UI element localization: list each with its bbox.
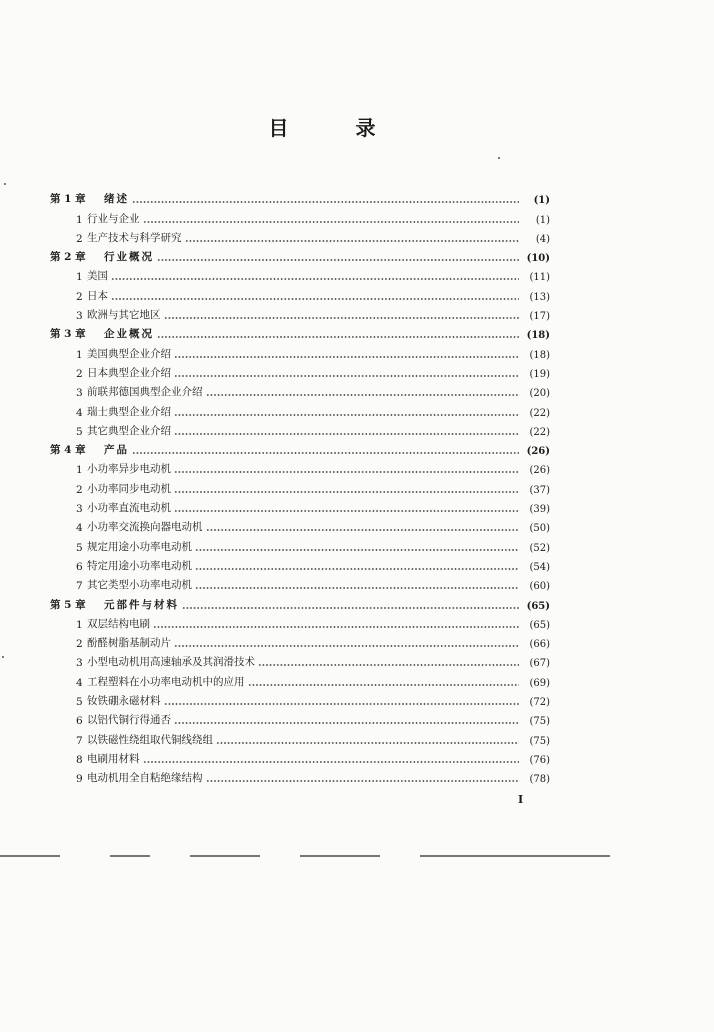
section-title: 行业与企业 bbox=[87, 212, 140, 225]
page-number: (37) bbox=[529, 484, 550, 496]
toc-section-entry bbox=[50, 399, 550, 418]
dot-leader bbox=[111, 278, 519, 280]
page-number: (60) bbox=[529, 581, 550, 593]
dot-leader bbox=[164, 703, 520, 705]
page-number: (19) bbox=[529, 368, 550, 380]
section-title: 工程塑料在小功率电动机中的应用 bbox=[87, 675, 245, 688]
dot-leader bbox=[195, 568, 519, 570]
page-number: (20) bbox=[529, 388, 550, 400]
dot-leader bbox=[258, 664, 519, 666]
page-number: (75) bbox=[529, 735, 550, 747]
section-number: 1 bbox=[76, 464, 83, 477]
section-number: 7 bbox=[76, 580, 83, 593]
page-number: (22) bbox=[529, 426, 550, 438]
section-title: 以铁磁性绕组取代铜线绕组 bbox=[87, 733, 213, 746]
chapter-title: 行业概况 bbox=[104, 251, 154, 264]
page-number: (10) bbox=[526, 253, 550, 265]
chapter-number: 第 1 章 bbox=[50, 193, 86, 206]
dot-leader bbox=[174, 645, 519, 647]
page-number: (1) bbox=[535, 214, 550, 226]
page-number: (11) bbox=[529, 272, 550, 284]
section-title: 以铝代铜行得通否 bbox=[87, 714, 171, 727]
dot-leader bbox=[132, 201, 519, 203]
dot-leader bbox=[206, 780, 520, 782]
section-title: 欧洲与其它地区 bbox=[87, 309, 161, 322]
dot-leader bbox=[174, 471, 519, 473]
toc-section-entry bbox=[50, 669, 550, 688]
section-title: 规定用途小功率电动机 bbox=[87, 540, 192, 553]
page-number: (39) bbox=[529, 504, 550, 516]
section-title: 小功率直流电动机 bbox=[87, 502, 171, 515]
dot-leader bbox=[174, 356, 519, 358]
table-of-contents bbox=[50, 187, 550, 785]
toc-section-entry bbox=[50, 380, 550, 399]
page-number: (65) bbox=[529, 619, 550, 631]
toc-section-entry bbox=[50, 708, 550, 727]
page-title: 目 录 bbox=[268, 116, 406, 140]
page-number: (4) bbox=[535, 233, 550, 245]
chapter-number: 第 5 章 bbox=[50, 598, 86, 611]
scan-edge-line bbox=[0, 853, 714, 859]
toc-section-entry bbox=[50, 303, 550, 322]
dot-leader bbox=[174, 375, 519, 377]
section-number: 2 bbox=[76, 232, 83, 245]
toc-section-entry bbox=[50, 631, 550, 650]
page-number: (18) bbox=[526, 330, 550, 342]
dot-leader bbox=[248, 684, 520, 686]
page-number: (50) bbox=[529, 523, 550, 535]
toc-chapter-entry bbox=[50, 322, 550, 341]
section-title: 日本典型企业介绍 bbox=[87, 366, 171, 379]
toc-section-entry bbox=[50, 727, 550, 746]
toc-section-entry bbox=[50, 419, 550, 438]
section-title: 日本 bbox=[87, 289, 108, 302]
section-title: 小功率同步电动机 bbox=[87, 482, 171, 495]
dot-leader bbox=[206, 529, 520, 531]
section-title: 小功率交流换向器电动机 bbox=[87, 521, 203, 534]
page-number: (76) bbox=[529, 754, 550, 766]
section-title: 美国 bbox=[87, 270, 108, 283]
section-number: 8 bbox=[76, 753, 83, 766]
section-number: 9 bbox=[76, 773, 83, 786]
chapter-title: 绪述 bbox=[104, 193, 129, 206]
toc-chapter-entry bbox=[50, 245, 550, 264]
page-number: (72) bbox=[529, 697, 550, 709]
chapter-title: 企业概况 bbox=[104, 328, 154, 341]
dot-leader bbox=[195, 587, 519, 589]
section-title: 前联邦德国典型企业介绍 bbox=[87, 386, 203, 399]
page-number: (52) bbox=[529, 542, 550, 554]
section-title: 小功率异步电动机 bbox=[87, 463, 171, 476]
toc-section-entry bbox=[50, 476, 550, 495]
section-title: 其它典型企业介绍 bbox=[87, 424, 171, 437]
toc-section-entry bbox=[50, 650, 550, 669]
section-title: 双层结构电刷 bbox=[87, 617, 150, 630]
page-number: (22) bbox=[529, 407, 550, 419]
section-number: 5 bbox=[76, 425, 83, 438]
page-number: (66) bbox=[529, 639, 550, 651]
dot-leader bbox=[132, 452, 519, 454]
section-title: 小型电动机用高速轴承及其润滑技术 bbox=[87, 656, 255, 669]
toc-section-entry bbox=[50, 573, 550, 592]
section-number: 1 bbox=[76, 213, 83, 226]
toc-section-entry bbox=[50, 766, 550, 785]
toc-section-entry bbox=[50, 612, 550, 631]
toc-chapter-entry bbox=[50, 438, 550, 457]
section-number: 5 bbox=[76, 541, 83, 554]
page-number: (75) bbox=[529, 716, 550, 728]
dot-leader bbox=[206, 394, 520, 396]
toc-section-entry bbox=[50, 341, 550, 360]
dot-leader bbox=[174, 414, 519, 416]
section-number: 1 bbox=[76, 348, 83, 361]
toc-section-entry bbox=[50, 689, 550, 708]
dot-leader bbox=[174, 722, 519, 724]
section-number: 3 bbox=[76, 387, 83, 400]
section-title: 瑞士典型企业介绍 bbox=[87, 405, 171, 418]
section-number: 4 bbox=[76, 406, 83, 419]
chapter-title: 产品 bbox=[104, 444, 129, 457]
page-number: (1) bbox=[533, 195, 550, 207]
toc-section-entry bbox=[50, 534, 550, 553]
section-number: 6 bbox=[76, 560, 83, 573]
section-number: 6 bbox=[76, 715, 83, 728]
dot-leader bbox=[174, 510, 519, 512]
toc-chapter-entry bbox=[50, 187, 550, 206]
page-number: (78) bbox=[529, 774, 550, 786]
scan-speck bbox=[4, 183, 6, 185]
section-number: 2 bbox=[76, 638, 83, 651]
chapter-number: 第 3 章 bbox=[50, 328, 86, 341]
chapter-title: 元部件与材料 bbox=[104, 598, 179, 611]
section-title: 其它类型小功率电动机 bbox=[87, 579, 192, 592]
section-number: 1 bbox=[76, 618, 83, 631]
toc-section-entry bbox=[50, 515, 550, 534]
section-number: 7 bbox=[76, 734, 83, 747]
dot-leader bbox=[143, 221, 520, 223]
dot-leader bbox=[153, 626, 519, 628]
page-number: (13) bbox=[529, 291, 550, 303]
toc-section-entry bbox=[50, 747, 550, 766]
dot-leader bbox=[185, 240, 520, 242]
toc-chapter-entry bbox=[50, 592, 550, 611]
section-title: 钕铁硼永磁材料 bbox=[87, 695, 161, 708]
page-number: (69) bbox=[529, 677, 550, 689]
section-number: 2 bbox=[76, 483, 83, 496]
dot-leader bbox=[157, 336, 519, 338]
dot-leader bbox=[182, 607, 519, 609]
dot-leader bbox=[143, 761, 520, 763]
dot-leader bbox=[164, 317, 520, 319]
toc-section-entry bbox=[50, 264, 550, 283]
section-number: 3 bbox=[76, 657, 83, 670]
toc-section-entry bbox=[50, 496, 550, 515]
section-title: 美国典型企业介绍 bbox=[87, 347, 171, 360]
section-title: 特定用途小功率电动机 bbox=[87, 559, 192, 572]
page-number: (65) bbox=[526, 600, 550, 612]
dot-leader bbox=[174, 433, 519, 435]
toc-section-entry bbox=[50, 361, 550, 380]
section-number: 4 bbox=[76, 522, 83, 535]
scan-speck bbox=[498, 157, 500, 159]
toc-section-entry bbox=[50, 457, 550, 476]
section-title: 电动机用全自粘绝缘结构 bbox=[87, 772, 203, 785]
dot-leader bbox=[216, 742, 519, 744]
scan-speck bbox=[2, 656, 4, 658]
page-number: (54) bbox=[529, 561, 550, 573]
dot-leader bbox=[157, 259, 519, 261]
section-number: 3 bbox=[76, 503, 83, 516]
page-number: (26) bbox=[529, 465, 550, 477]
section-number: 5 bbox=[76, 696, 83, 709]
dot-leader bbox=[174, 491, 519, 493]
toc-section-entry bbox=[50, 554, 550, 573]
section-number: 3 bbox=[76, 310, 83, 323]
chapter-number: 第 2 章 bbox=[50, 251, 86, 264]
dot-leader bbox=[111, 298, 519, 300]
toc-section-entry bbox=[50, 283, 550, 302]
page-number: (17) bbox=[529, 311, 550, 323]
chapter-number: 第 4 章 bbox=[50, 444, 86, 457]
page-folio: I bbox=[518, 793, 524, 806]
page-number: (18) bbox=[529, 349, 550, 361]
section-number: 2 bbox=[76, 290, 83, 303]
toc-section-entry bbox=[50, 226, 550, 245]
dot-leader bbox=[195, 549, 519, 551]
page-number: (67) bbox=[529, 658, 550, 670]
section-title: 酚醛树脂基制动片 bbox=[87, 637, 171, 650]
section-number: 2 bbox=[76, 367, 83, 380]
section-number: 4 bbox=[76, 676, 83, 689]
section-title: 生产技术与科学研究 bbox=[87, 231, 182, 244]
section-number: 1 bbox=[76, 271, 83, 284]
page-number: (26) bbox=[526, 446, 550, 458]
section-title: 电刷用材料 bbox=[87, 752, 140, 765]
toc-section-entry bbox=[50, 206, 550, 225]
